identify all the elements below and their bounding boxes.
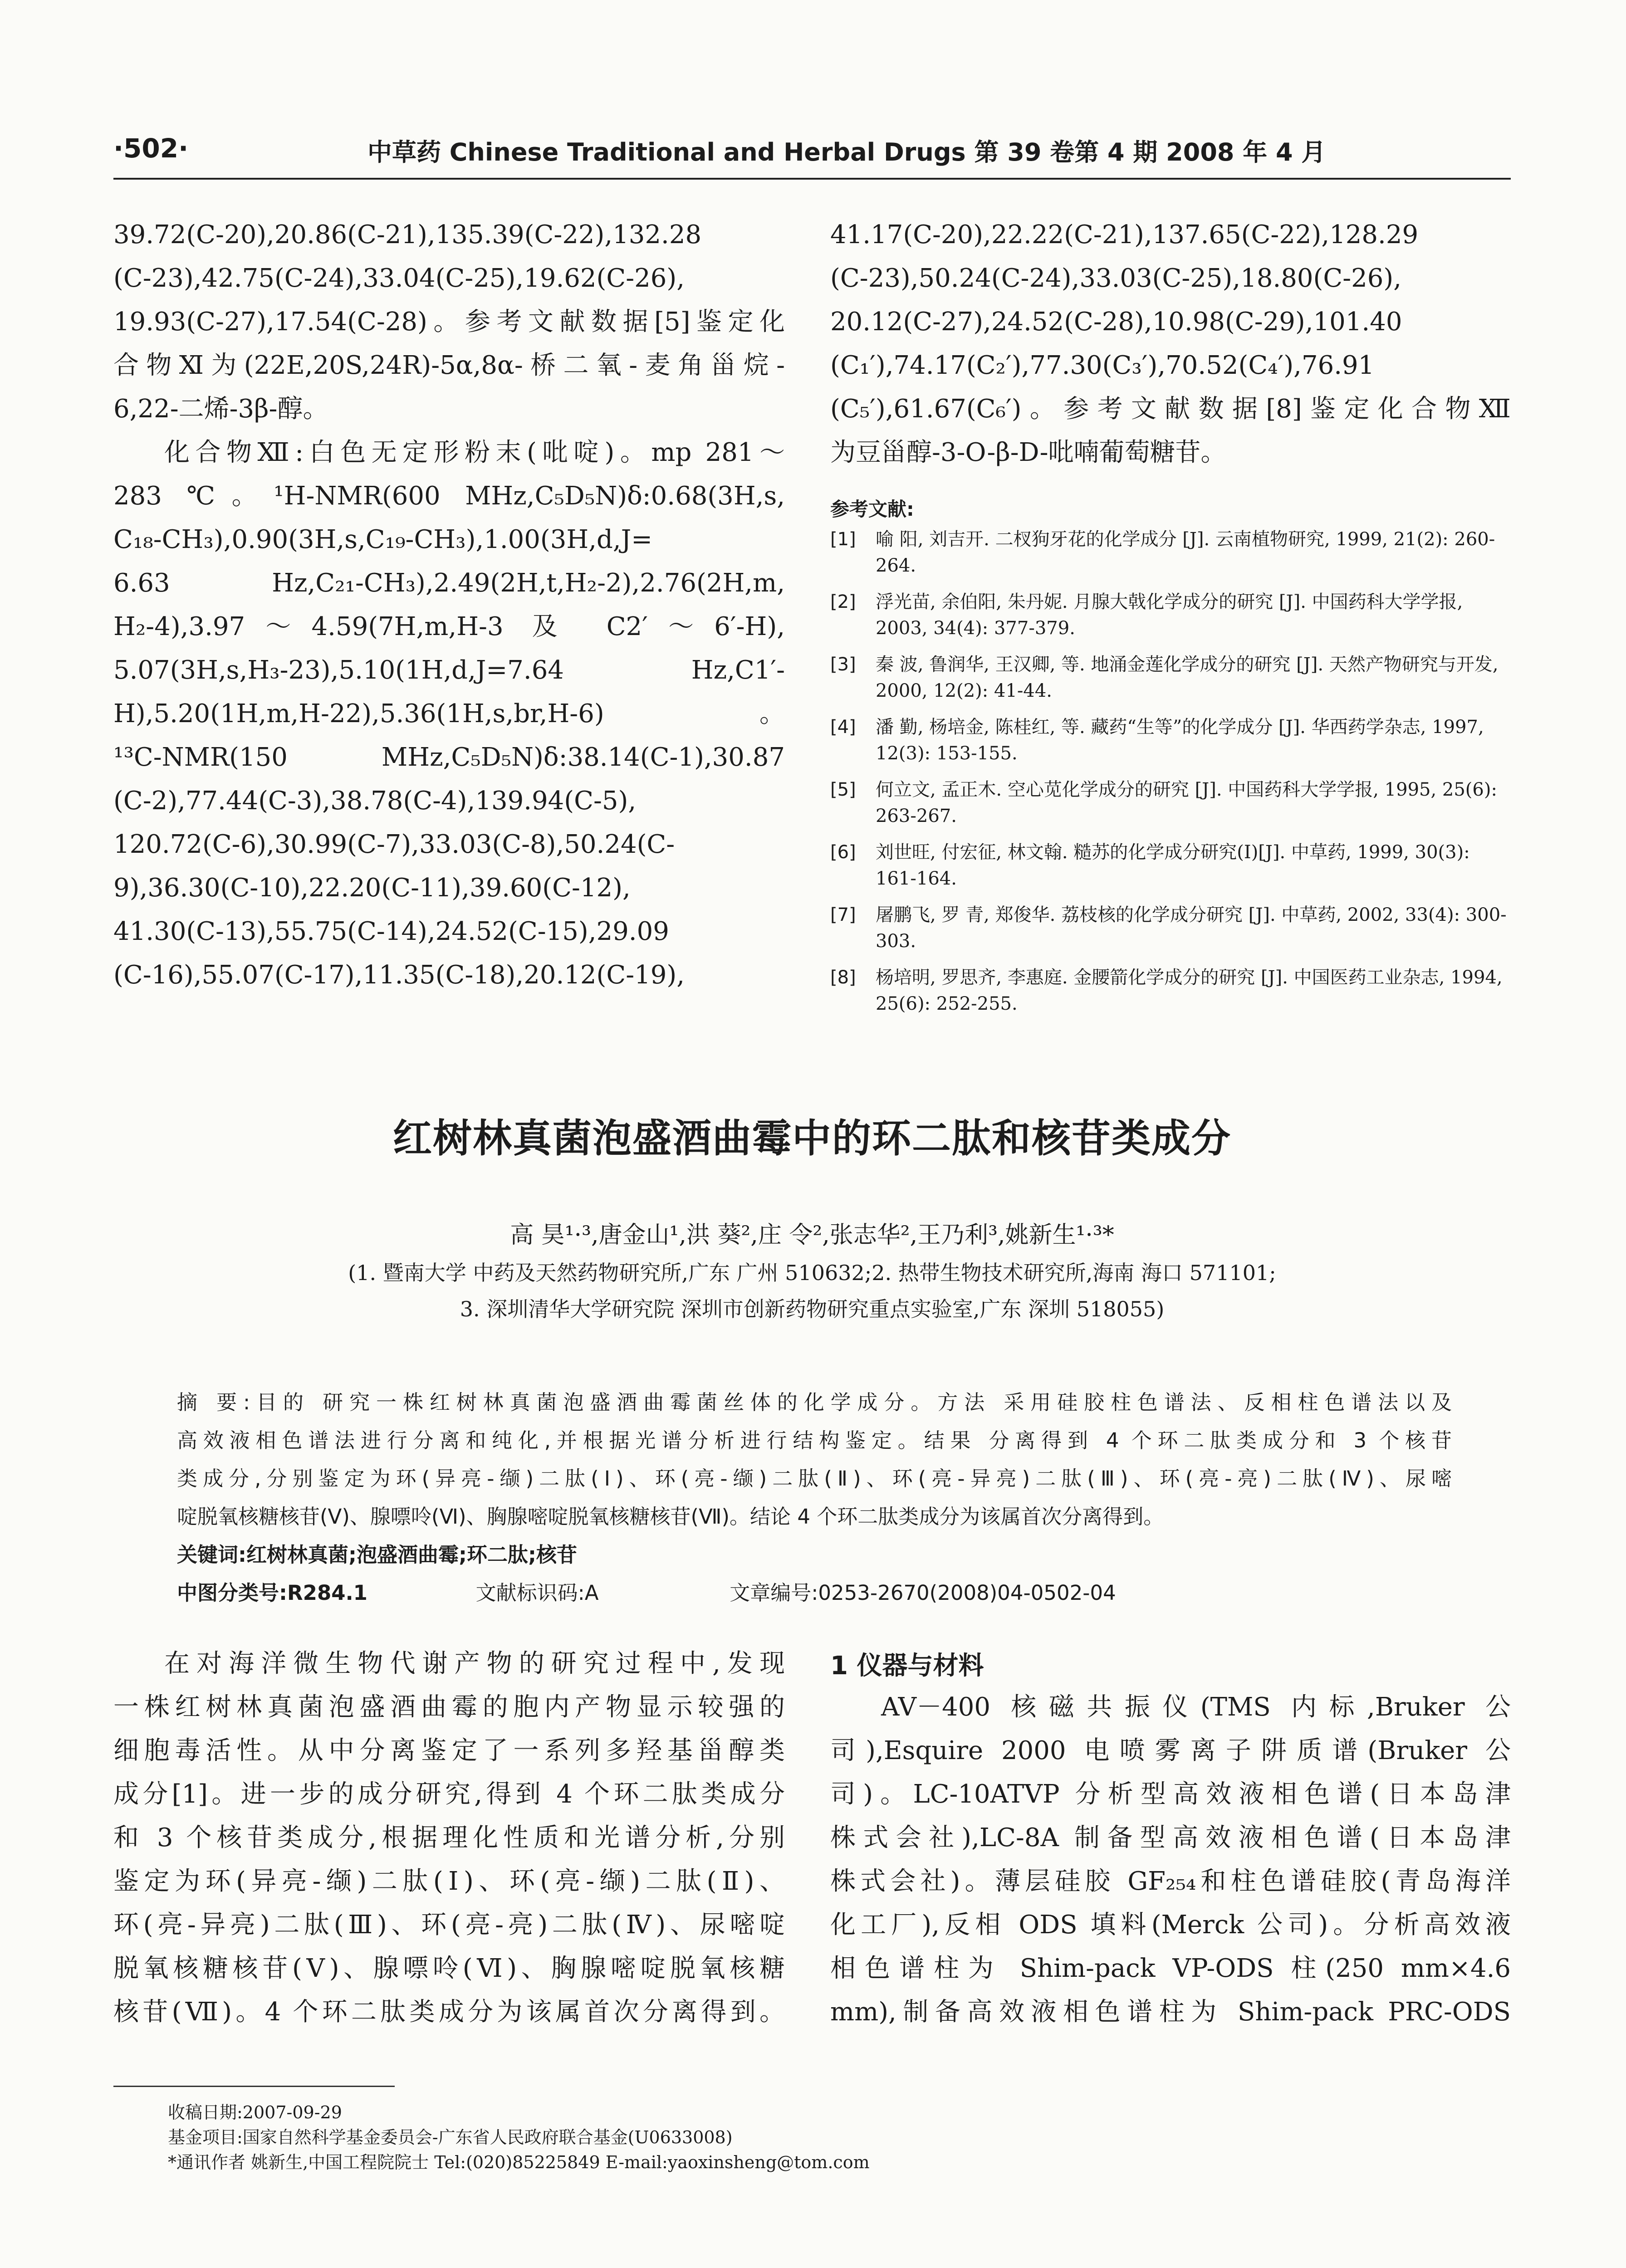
prev-article-right-column: [830, 213, 1511, 474]
text-line: 41.17(C-20),22.22(C-21),137.65(C-22),128.29: [830, 220, 1419, 249]
text-line: 化工厂),反相 ODS 填料(Merck 公司)。分析高效液: [830, 1910, 1511, 1940]
text-line: 核苷(Ⅶ)。4 个环二肽类成分为该属首次分离得到。: [113, 1997, 785, 2027]
text-line: 鉴定为环(异亮-缬)二肽(Ⅰ)、环(亮-缬)二肽(Ⅱ)、: [113, 1867, 785, 1896]
reference-item: [830, 651, 1511, 704]
text-line: 20.12(C-27),24.52(C-28),10.98(C-29),101.40: [830, 307, 1402, 337]
reference-number: [6]: [830, 842, 856, 863]
text-line: C₁₈-CH₃),0.90(3H,s,C₁₉-CH₃),1.00(3H,d,J=: [113, 525, 653, 554]
abstract-block: [177, 1383, 1452, 1612]
text-line: 细胞毒活性。从中分离鉴定了一系列多羟基甾醇类: [113, 1736, 785, 1765]
text-line: 在对海洋微生物代谢产物的研究过程中,发现: [164, 1649, 785, 1678]
article-id: 文章编号:0253-2670(2008)04-0502-04: [730, 1581, 1116, 1605]
section-heading: 1 仪器与材料: [830, 1651, 984, 1681]
reference-number: [3]: [830, 654, 856, 675]
reference-item: [830, 777, 1511, 829]
reference-text: 潘 勤, 杨培金, 陈桂红, 等. 藏药“生等”的化学成分 [J]. 华西药学杂志, 1997, 12(3): 153-155.: [876, 717, 1484, 764]
text-line: 啶脱氧核糖核苷(Ⅴ)、腺嘌呤(Ⅵ)、胸腺嘧啶脱氧核糖核苷(Ⅶ)。结论 4 个环二肽类成分为该属首次分离得到。: [177, 1505, 1164, 1529]
text-line: AV－400 核磁共振仪(TMS 内标,Bruker 公: [881, 1692, 1511, 1722]
reference-item: [830, 714, 1511, 767]
author-list: 高 昊¹·³,唐金山¹,洪 葵²,庄 令²,张志华²,王乃利³,姚新生¹·³*: [510, 1222, 1114, 1249]
text-line: 和 3 个核苷类成分,根据理化性质和光谱分析,分别: [113, 1823, 785, 1853]
text-line: (C-16),55.07(C-17),11.35(C-18),20.12(C-19),: [113, 960, 685, 990]
reference-number: [8]: [830, 967, 856, 988]
reference-text: 屠鹏飞, 罗 青, 郑俊华. 荔枝核的化学成分研究 [J]. 中草药, 2002, 33(4): 300-303.: [876, 904, 1507, 952]
text-line: 6,22-二烯-3β-醇。: [113, 394, 328, 424]
fund-info: 基金项目:国家自然科学基金委员会-广东省人民政府联合基金(U0633008): [168, 2127, 733, 2147]
received-date: 收稿日期:2007-09-29: [168, 2102, 342, 2122]
text-line: 脱氧核糖核苷(Ⅴ)、腺嘌呤(Ⅵ)、胸腺嘧啶脱氧核糖: [113, 1954, 785, 1983]
reference-number: [4]: [830, 717, 856, 738]
reference-text: 秦 波, 鲁润华, 王汉卿, 等. 地涌金莲化学成分的研究 [J]. 天然产物研究与开发, 2000, 12(2): 41-44.: [876, 654, 1499, 701]
reference-text: 喻 阳, 刘吉开. 二杈狗牙花的化学成分 [J]. 云南植物研究, 1999, 21(2): 260-264.: [876, 529, 1495, 576]
reference-text: 浮光苗, 余伯阳, 朱丹妮. 月腺大戟化学成分的研究 [J]. 中国药科大学学报, 2003, 34(4): 377-379.: [876, 591, 1463, 639]
text-line: 环(亮-异亮)二肽(Ⅲ)、环(亮-亮)二肽(Ⅳ)、尿嘧啶: [113, 1910, 785, 1940]
header-rule: [113, 178, 1511, 180]
text-line: 283 ℃。¹H-NMR(600 MHz,C₅D₅N)δ:0.68(3H,s,: [113, 481, 785, 511]
text-line: (C-23),50.24(C-24),33.03(C-25),18.80(C-26),: [830, 264, 1402, 293]
reference-item: [830, 589, 1511, 641]
reference-text: 刘世旺, 付宏征, 林文翰. 糙苏的化学成分研究(Ⅰ)[J]. 中草药, 1999, 30(3): 161-164.: [876, 842, 1470, 889]
text-line: H),5.20(1H,m,H-22),5.36(1H,s,br,H-6)。: [113, 699, 785, 728]
reference-item: [830, 902, 1511, 954]
keywords: 关键词:红树林真菌;泡盛酒曲霉;环二肽;核苷: [177, 1543, 577, 1567]
text-line: 化合物Ⅻ:白色无定形粉末(吡啶)。mp 281～: [164, 438, 785, 467]
text-line: (C-23),42.75(C-24),33.04(C-25),19.62(C-26),: [113, 264, 685, 293]
text-line: mm),制备高效液相色谱柱为 Shim-pack PRC-ODS: [830, 1997, 1511, 2027]
text-line: 一株红树林真菌泡盛酒曲霉的胞内产物显示较强的: [113, 1692, 785, 1722]
text-line: 司),Esquire 2000 电喷雾离子阱质谱(Bruker 公: [830, 1736, 1511, 1765]
affiliation-line-2: 3. 深圳清华大学研究院 深圳市创新药物研究重点实验室,广东 深圳 518055): [460, 1297, 1165, 1321]
text-line: 株式会社)。薄层硅胶 GF₂₅₄和柱色谱硅胶(青岛海洋: [830, 1867, 1511, 1896]
text-line: 合物Ⅺ为(22E,20S,24R)-5α,8α-桥二氧-麦角甾烷-: [113, 351, 785, 380]
text-line: 9),36.30(C-10),22.20(C-11),39.60(C-12),: [113, 873, 631, 903]
text-line: 120.72(C-6),30.99(C-7),33.03(C-8),50.24(C-: [113, 830, 675, 859]
journal-info: 中草药 Chinese Traditional and Herbal Drugs 第 39 卷第 4 期 2008 年 4 月: [367, 138, 1326, 166]
reference-text: 杨培明, 罗思齐, 李惠庭. 金腰箭化学成分的研究 [J]. 中国医药工业杂志, 1994, 25(6): 252-255.: [876, 967, 1503, 1014]
reference-list: [830, 526, 1511, 1027]
running-header: [113, 129, 1511, 170]
text-line: 类成分,分别鉴定为环(异亮-缬)二肽(Ⅰ)、环(亮-缬)二肽(Ⅱ)、环(亮-异亮)二肽(Ⅲ)、环(亮-亮)二肽(Ⅳ)、尿嘧: [177, 1466, 1452, 1491]
reference-text: 何立文, 孟正木. 空心苋化学成分的研究 [J]. 中国药科大学学报, 1995, 25(6): 263-267.: [876, 779, 1497, 826]
text-line: 高效液相色谱法进行分离和纯化,并根据光谱分析进行结构鉴定。结果 分离得到 4 个环二肽类成分和 3 个核苷: [177, 1428, 1452, 1452]
reference-item: [830, 839, 1511, 892]
text-line: ¹³C-NMR(150 MHz,C₅D₅N)δ:38.14(C-1),30.87: [113, 743, 785, 772]
text-line: 39.72(C-20),20.86(C-21),135.39(C-22),132.28: [113, 220, 702, 249]
document-code: 文献标识码:A: [475, 1581, 599, 1605]
text-line: 相色谱柱为 Shim-pack VP-ODS 柱(250 mm×4.6: [830, 1954, 1511, 1983]
text-line: 为豆甾醇-3-O-β-D-吡喃葡萄糖苷。: [830, 438, 1226, 467]
article-title: 红树林真菌泡盛酒曲霉中的环二肽和核苷类成分: [393, 1116, 1231, 1161]
affiliation-line-1: (1. 暨南大学 中药及天然药物研究所,广东 广州 510632;2. 热带生物技术研究所,海南 海口 571101;: [348, 1261, 1276, 1285]
corresponding-author: *通讯作者 姚新生,中国工程院院士 Tel:(020)85225849 E-mail:yaoxinsheng@tom.com: [168, 2152, 870, 2172]
body-right-column: [830, 1686, 1511, 2034]
text-line: H₂-4),3.97～4.59(7H,m,H-3 及 C2′～6′-H),: [113, 612, 785, 641]
reference-number: [7]: [830, 904, 856, 925]
footnote-rule: [113, 2086, 395, 2087]
reference-number: [2]: [830, 591, 856, 612]
text-line: 株式会社),LC-8A 制备型高效液相色谱(日本岛津: [830, 1823, 1511, 1853]
text-line: (C₅′),61.67(C₆′)。参考文献数据[8]鉴定化合物Ⅻ: [830, 394, 1511, 424]
abstract-text: [177, 1383, 1452, 1536]
page-number: ·502·: [113, 133, 189, 164]
references-title: 参考文献:: [830, 498, 914, 520]
reference-number: [1]: [830, 529, 856, 550]
text-line: 司)。LC-10ATVP 分析型高效液相色谱(日本岛津: [830, 1779, 1511, 1809]
text-line: 摘 要:目的 研究一株红树林真菌泡盛酒曲霉菌丝体的化学成分。方法 采用硅胶柱色谱法、反相柱色谱法以及: [177, 1390, 1452, 1414]
text-line: 19.93(C-27),17.54(C-28)。参考文献数据[5]鉴定化: [113, 307, 785, 337]
text-line: (C-2),77.44(C-3),38.78(C-4),139.94(C-5),: [113, 786, 637, 816]
body-left-column: [113, 1642, 785, 2034]
text-line: 6.63 Hz,C₂₁-CH₃),2.49(2H,t,H₂-2),2.76(2H,m,: [113, 568, 785, 598]
text-line: 41.30(C-13),55.75(C-14),24.52(C-15),29.09: [113, 917, 669, 946]
text-line: 成分[1]。进一步的成分研究,得到 4 个环二肽类成分: [113, 1779, 785, 1809]
classification-line: [177, 1574, 1452, 1612]
clc-number: 中图分类号:R284.1: [177, 1581, 367, 1605]
text-line: 5.07(3H,s,H₃-23),5.10(1H,d,J=7.64 Hz,C1′-: [113, 655, 785, 685]
text-line: (C₁′),74.17(C₂′),77.30(C₃′),70.52(C₄′),76.91: [830, 351, 1375, 380]
reference-item: [830, 526, 1511, 579]
reference-number: [5]: [830, 779, 856, 800]
reference-item: [830, 964, 1511, 1017]
prev-article-left-column: [113, 213, 785, 997]
